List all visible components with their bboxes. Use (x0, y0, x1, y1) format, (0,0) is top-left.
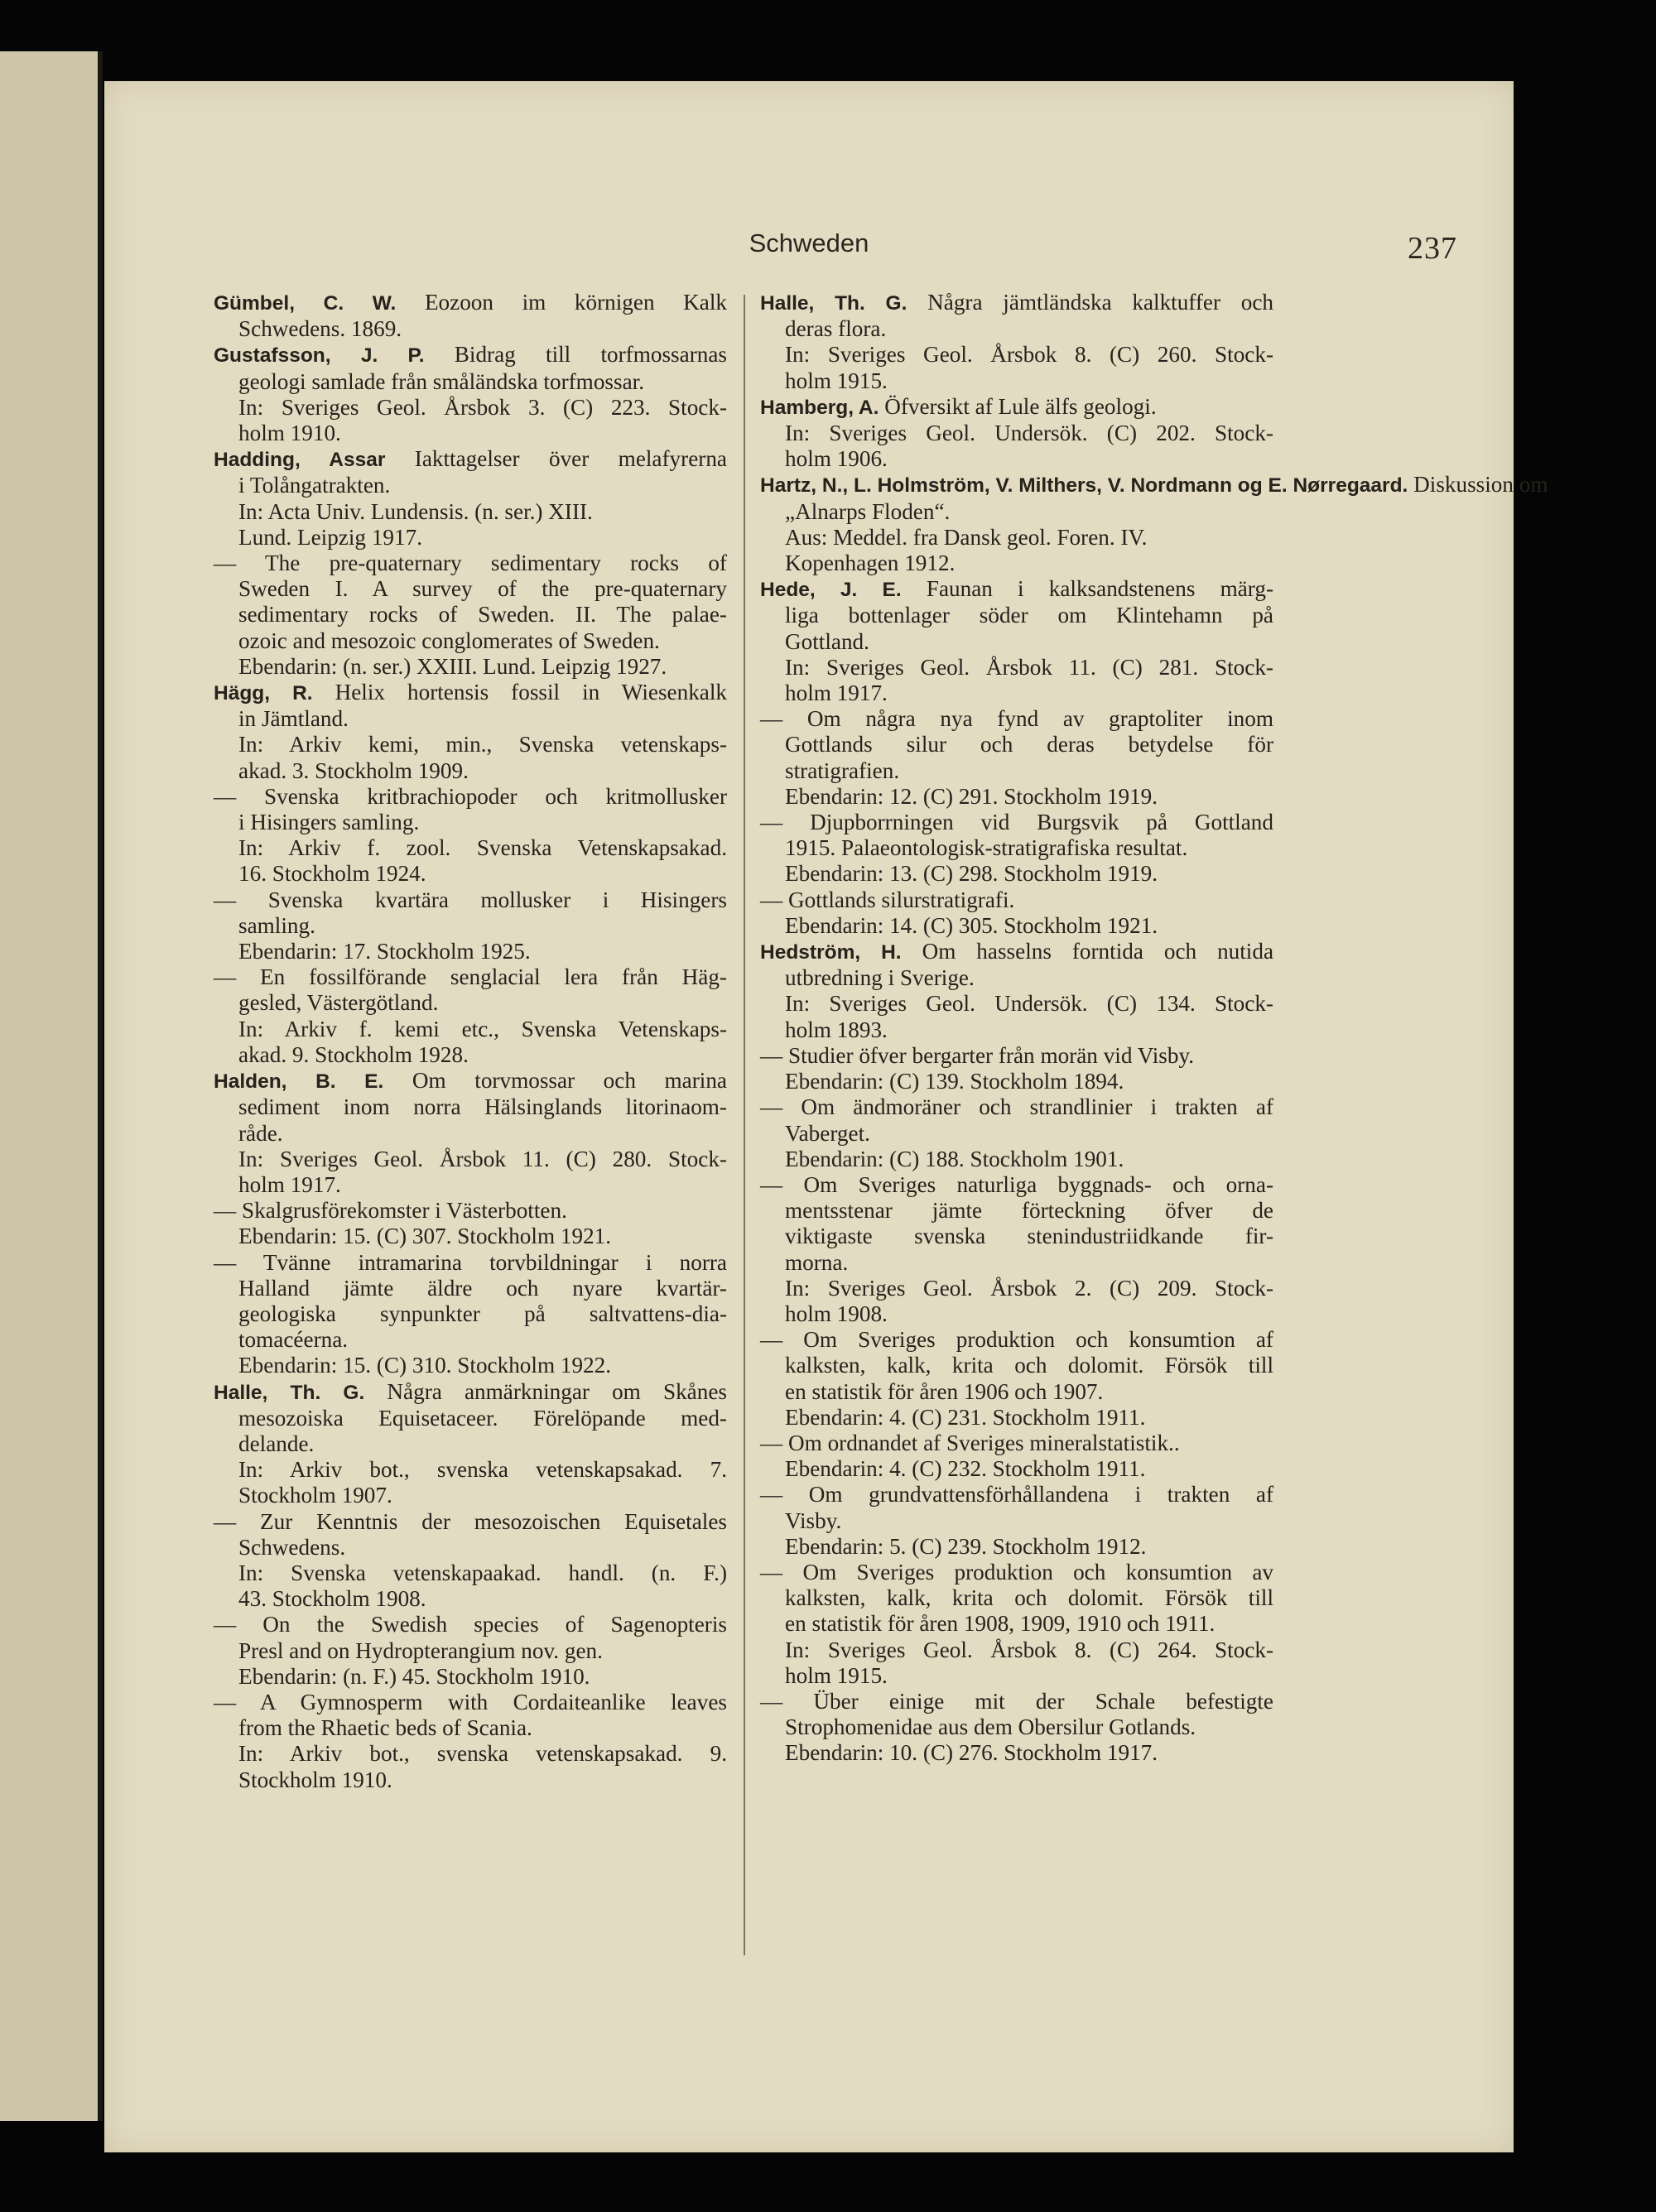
entry-line: — Om grundvattensförhållandena i trakten af (760, 1482, 1273, 1508)
entry-line: Stockholm 1910. (238, 1767, 392, 1792)
entry-line: Ebendarin: (C) 188. Stockholm 1901. (785, 1146, 1124, 1171)
entry-author: Gümbel, C. W. (214, 292, 397, 315)
entry-line: Ebendarin: 4. (C) 232. Stockholm 1911. (785, 1456, 1146, 1482)
entry-text: Eozoon im körnigen Kalk (424, 290, 727, 315)
book-page (104, 81, 1548, 2152)
entry-line: — Studier öfver bergarter från morän vid Visby. (760, 1042, 1195, 1068)
entry-line: i Hisingers samling. (238, 810, 420, 835)
entry-text: Några jämtländska kalktuffer och (927, 290, 1274, 315)
entry-line: — Om Sveriges produktion och konsumtion av (760, 1559, 1273, 1584)
left-column (214, 290, 727, 1793)
bibliography-entry (214, 1068, 727, 1378)
entry-line: Ebendarin: 15. (C) 310. Stockholm 1922. (238, 1353, 612, 1378)
bibliography-entry (214, 1379, 727, 1793)
entry-text: Faunan i kalksandstenens märg- (926, 576, 1274, 602)
entry-line: In: Sveriges Geol. Årsbok 3. (C) 223. Stock- (238, 394, 727, 420)
entry-line: holm 1908. (785, 1301, 888, 1326)
entry-line: Vaberget. (785, 1120, 870, 1146)
bibliography-entry (214, 342, 727, 446)
entry-line (214, 1379, 727, 1406)
entry-line: Ebendarin: 10. (C) 276. Stockholm 1917. (785, 1740, 1158, 1766)
entry-line: holm 1910. (238, 421, 341, 446)
bibliography-entry (760, 290, 1273, 394)
entry-line (214, 1068, 727, 1094)
entry-line (760, 290, 1273, 316)
entry-line: geologiska synpunkter på saltvattens-dia- (238, 1301, 727, 1326)
entry-line: In: Sveriges Geol. Undersök. (C) 202. Stock- (785, 421, 1273, 446)
entry-line: akad. 3. Stockholm 1909. (238, 757, 469, 783)
entry-line: — Djupborrningen vid Burgsvik på Gottland (760, 810, 1273, 835)
entry-line: geologi samlade från småländska torfmossar. (238, 368, 644, 394)
entry-line: gesled, Västergötland. (238, 990, 439, 1016)
entry-line: — Svenska kritbrachiopoder och kritmollusker (214, 783, 727, 809)
entry-line: „Alnarps Floden“. (785, 498, 951, 524)
entry-line: Strophomenidae aus dem Obersilur Gotlands. (785, 1714, 1196, 1740)
entry-text: Öfversikt af Lule älfs geologi. (884, 393, 1157, 419)
entry-line: sediment inom norra Hälsinglands litorinaom- (238, 1094, 727, 1120)
entry-line: råde. (238, 1120, 283, 1146)
entry-line: stratigrafien. (785, 757, 900, 783)
entry-line: kalksten, kalk, krita och dolomit. Försök till (785, 1585, 1273, 1611)
entry-line: In: Arkiv bot., svenska vetenskapsakad. 7. (238, 1457, 727, 1483)
entry-line: Ebendarin: 17. Stockholm 1925. (238, 939, 531, 964)
entry-line: Schwedens. (238, 1534, 346, 1560)
entry-line: Ebendarin: 5. (C) 239. Stockholm 1912. (785, 1533, 1147, 1559)
entry-line: Sweden I. A survey of the pre-quaternary (238, 576, 727, 602)
entry-line: holm 1917. (785, 680, 888, 706)
entry-author: Hartz, N., L. Holmström, V. Milthers, V. Nordmann og E. Nørregaard. (760, 474, 1408, 498)
entry-line (214, 342, 727, 368)
entry-line: — Om några nya fynd av graptoliter inom (760, 706, 1273, 732)
entry-author: Hägg, R. (214, 682, 313, 705)
entry-line: mesozoiska Equisetaceer. Förelöpande med- (238, 1405, 727, 1431)
entry-line: — Über einige mit der Schale befestigte (760, 1688, 1273, 1714)
entry-line: In: Arkiv kemi, min., Svenska vetenskaps- (238, 732, 727, 757)
entry-line: Ebendarin: 13. (C) 298. Stockholm 1919. (785, 861, 1158, 887)
entry-line: — On the Swedish species of Sagenopteris (214, 1612, 727, 1637)
entry-line: mentsstenar jämte förteckning öfver de (785, 1198, 1273, 1224)
entry-line: delande. (238, 1431, 315, 1456)
entry-line: Ebendarin: 12. (C) 291. Stockholm 1919. (785, 783, 1158, 809)
page-number: 237 (1408, 231, 1457, 266)
entry-line: In: Acta Univ. Lundensis. (n. ser.) XIII. (238, 498, 593, 524)
entry-line: from the Rhaetic beds of Scania. (238, 1715, 532, 1741)
entry-line (760, 939, 1273, 965)
entry-line: In: Sveriges Geol. Årsbok 11. (C) 280. Stock- (238, 1146, 727, 1171)
entry-line: Gottlands silur och deras betydelse för (785, 732, 1273, 757)
entry-text: Om hasselns forntida och nutida (922, 939, 1274, 964)
entry-line: liga bottenlager söder om Klintehamn på (785, 603, 1273, 628)
entry-line: In: Sveriges Geol. Årsbok 8. (C) 260. Stock- (785, 342, 1273, 368)
entry-line: — Om Sveriges naturliga byggnads- och orna- (760, 1171, 1273, 1197)
entry-author: Halden, B. E. (214, 1070, 384, 1094)
entry-line: In: Arkiv f. kemi etc., Svenska Vetenskaps- (238, 1016, 727, 1041)
entry-line: sedimentary rocks of Sweden. II. The palae- (238, 602, 727, 628)
entry-line: Stockholm 1907. (238, 1483, 392, 1508)
entry-line (214, 680, 727, 706)
entry-line: kalksten, kalk, krita och dolomit. Försök till (785, 1353, 1273, 1378)
column-divider (744, 295, 745, 1955)
entry-line: — Om ändmoräner och strandlinier i trakten af (760, 1094, 1273, 1120)
entry-line: In: Sveriges Geol. Undersök. (C) 134. Stock- (785, 991, 1273, 1017)
entry-text: Bidrag till torfmossarnas (454, 342, 728, 368)
entry-line: — Skalgrusförekomster i Västerbotten. (214, 1198, 567, 1224)
entry-line (760, 394, 1273, 421)
entry-line: Halland jämte äldre och nyare kvartär- (238, 1275, 727, 1301)
entry-text: Iakttagelser över melafyrerna (414, 446, 727, 472)
bibliography-entry (760, 394, 1273, 473)
entry-line (214, 290, 727, 316)
entry-author: Hedström, H. (760, 941, 902, 964)
entry-author: Gustafsson, J. P. (214, 344, 425, 368)
entry-line: In: Svenska vetenskapaakad. handl. (n. F.) (238, 1560, 727, 1585)
entry-line: — Om ordnandet af Sveriges mineralstatistik.. (760, 1430, 1180, 1455)
entry-line: holm 1906. (785, 446, 888, 472)
entry-line: holm 1915. (785, 1662, 888, 1688)
right-column (760, 290, 1548, 1767)
entry-line: In: Sveriges Geol. Årsbok 2. (C) 209. Stock- (785, 1275, 1273, 1301)
entry-text: Om torvmossar och marina (412, 1068, 727, 1094)
entry-line: — Svenska kvartära mollusker i Hisingers (214, 887, 727, 912)
entry-line: ozoic and mesozoic conglomerates of Sweden. (238, 628, 660, 653)
entry-line: Visby. (785, 1508, 842, 1533)
entry-author: Hamberg, A. (760, 396, 879, 419)
entry-line: en statistik för åren 1906 och 1907. (785, 1378, 1104, 1404)
entry-line: in Jämtland. (238, 706, 349, 732)
entry-line: — Zur Kenntnis der mesozoischen Equisetales (214, 1508, 727, 1534)
entry-line: Gottland. (785, 628, 869, 654)
entry-line: tomacéerna. (238, 1327, 349, 1353)
entry-line: In: Sveriges Geol. Årsbok 11. (C) 281. Stock- (785, 654, 1273, 680)
entry-line: In: Arkiv bot., svenska vetenskapsakad. 9. (238, 1741, 727, 1767)
bibliography-entry (760, 472, 1548, 576)
entry-text: Diskussion om (1413, 472, 1548, 498)
entry-line: samling. (238, 912, 315, 938)
entry-line: holm 1917. (238, 1171, 341, 1197)
entry-line: deras flora. (785, 316, 887, 342)
entry-line (760, 472, 1548, 498)
entry-line: — Gottlands silurstratigrafi. (760, 887, 1015, 912)
entry-line: holm 1915. (785, 368, 888, 393)
entry-line: Ebendarin: (n. F.) 45. Stockholm 1910. (238, 1663, 590, 1689)
entry-line: morna. (785, 1249, 849, 1275)
entry-line (214, 446, 727, 473)
entry-line: — The pre-quaternary sedimentary rocks of (214, 551, 727, 576)
entry-author: Hadding, Assar (214, 449, 386, 472)
entry-line: Ebendarin: (C) 139. Stockholm 1894. (785, 1069, 1124, 1094)
entry-line: Lund. Leipzig 1917. (238, 524, 422, 550)
entry-line: i Tolångatrakten. (238, 473, 391, 498)
entry-line: Schwedens. 1869. (238, 316, 402, 342)
entry-author: Halle, Th. G. (760, 292, 907, 315)
entry-line: Kopenhagen 1912. (785, 551, 956, 576)
entry-line: Ebendarin: 15. (C) 307. Stockholm 1921. (238, 1224, 612, 1249)
entry-line: utbredning i Sverige. (785, 965, 975, 991)
running-head: Schweden (749, 228, 869, 257)
entry-author: Hede, J. E. (760, 579, 902, 602)
entry-line: holm 1893. (785, 1017, 888, 1042)
entry-line: — En fossilförande senglacial lera från Häg- (214, 964, 727, 990)
bibliography-entry (214, 446, 727, 680)
entry-line: Ebendarin: (n. ser.) XXIII. Lund. Leipzig 1927. (238, 653, 667, 679)
bibliography-entry (214, 680, 727, 1068)
entry-line: Ebendarin: 14. (C) 305. Stockholm 1921. (785, 912, 1158, 938)
entry-line: en statistik för åren 1908, 1909, 1910 och 1911. (785, 1611, 1216, 1637)
entry-line: — A Gymnosperm with Cordaiteanlike leaves (214, 1689, 727, 1714)
entry-line (760, 576, 1273, 603)
entry-text: Några anmärkningar om Skånes (387, 1378, 727, 1404)
bibliography-entry (214, 290, 727, 342)
entry-line: Presl and on Hydropterangium nov. gen. (238, 1637, 603, 1663)
bibliography-entry (760, 576, 1273, 939)
entry-line: — Tvänne intramarina torvbildningar i norra (214, 1249, 727, 1275)
entry-line: Ebendarin: 4. (C) 231. Stockholm 1911. (785, 1404, 1146, 1430)
entry-line: viktigaste svenska stenindustriidkande fir- (785, 1224, 1273, 1249)
entry-line: Aus: Meddel. fra Dansk geol. Foren. IV. (785, 524, 1148, 550)
bibliography-entry (760, 939, 1273, 1767)
entry-line: — Om Sveriges produktion och konsumtion af (760, 1327, 1273, 1353)
entry-line: In: Sveriges Geol. Årsbok 8. (C) 264. Stock- (785, 1637, 1273, 1662)
entry-line: 1915. Palaeontologisk-stratigrafiska resultat. (785, 835, 1188, 861)
previous-page-edge (0, 51, 103, 2121)
entry-line: 16. Stockholm 1924. (238, 861, 426, 887)
entry-text: Helix hortensis fossil in Wiesenkalk (335, 680, 727, 705)
entry-line: akad. 9. Stockholm 1928. (238, 1041, 469, 1067)
entry-line: 43. Stockholm 1908. (238, 1586, 426, 1612)
entry-line: In: Arkiv f. zool. Svenska Vetenskapsakad. (238, 835, 727, 861)
entry-author: Halle, Th. G. (214, 1381, 365, 1404)
